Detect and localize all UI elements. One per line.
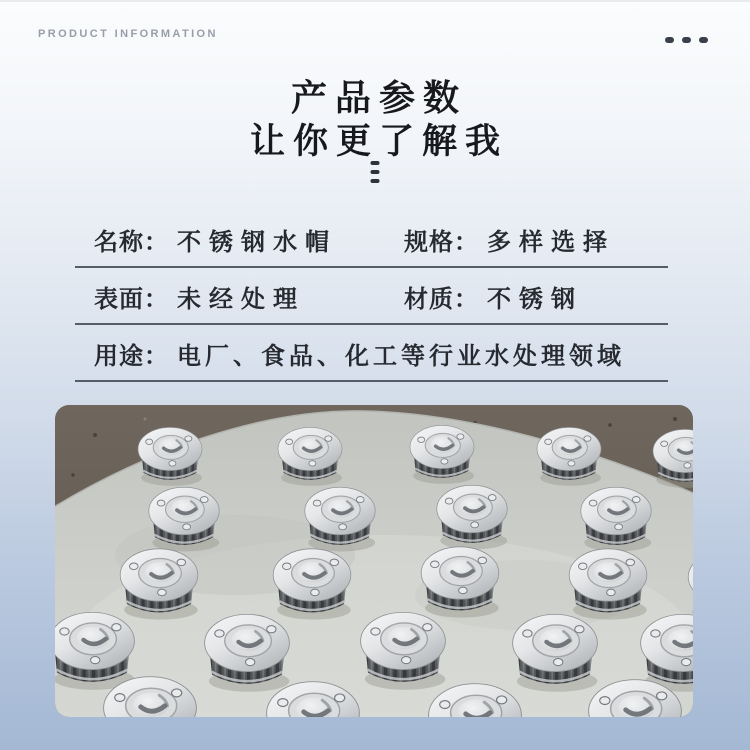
spec-value-name: 不锈钢水帽	[177, 229, 337, 256]
spec-value-size: 多样选择	[487, 229, 615, 256]
spec-row-2	[75, 268, 668, 325]
page-title: 产品参数	[290, 77, 467, 118]
ellipsis-icon[interactable]	[665, 37, 708, 43]
eyebrow-label: PRODUCT INFORMATION	[38, 28, 218, 40]
spec-value-material: 不锈钢	[487, 286, 583, 313]
spec-value-usage: 电厂、食品、化工等行业水处理领域	[177, 343, 625, 370]
spec-label-size: 规格：	[404, 229, 479, 256]
ellipsis-dot	[699, 37, 708, 43]
spec-label-surface: 表面：	[94, 286, 169, 313]
spec-row-3	[75, 325, 668, 382]
spec-label-usage: 用途：	[94, 343, 169, 370]
water-caps-photo-illustration	[55, 405, 693, 717]
spec-label-material: 材质：	[404, 286, 479, 313]
ellipsis-dot	[665, 37, 674, 43]
spec-value-surface: 未经处理	[177, 286, 305, 313]
spec-pair	[94, 279, 305, 314]
vertical-dots-icon	[371, 161, 380, 183]
spec-table	[75, 211, 668, 382]
hero-block	[0, 77, 750, 161]
spec-label-name: 名称：	[94, 229, 169, 256]
ellipsis-dot	[682, 37, 691, 43]
page-subtitle: 让你更了解我	[249, 122, 508, 161]
spec-pair	[404, 279, 583, 314]
top-divider	[0, 0, 750, 2]
spec-row-1	[75, 211, 668, 268]
product-photo	[55, 405, 693, 717]
spec-pair	[94, 222, 337, 257]
spec-pair	[404, 222, 615, 257]
spec-pair	[94, 336, 625, 371]
